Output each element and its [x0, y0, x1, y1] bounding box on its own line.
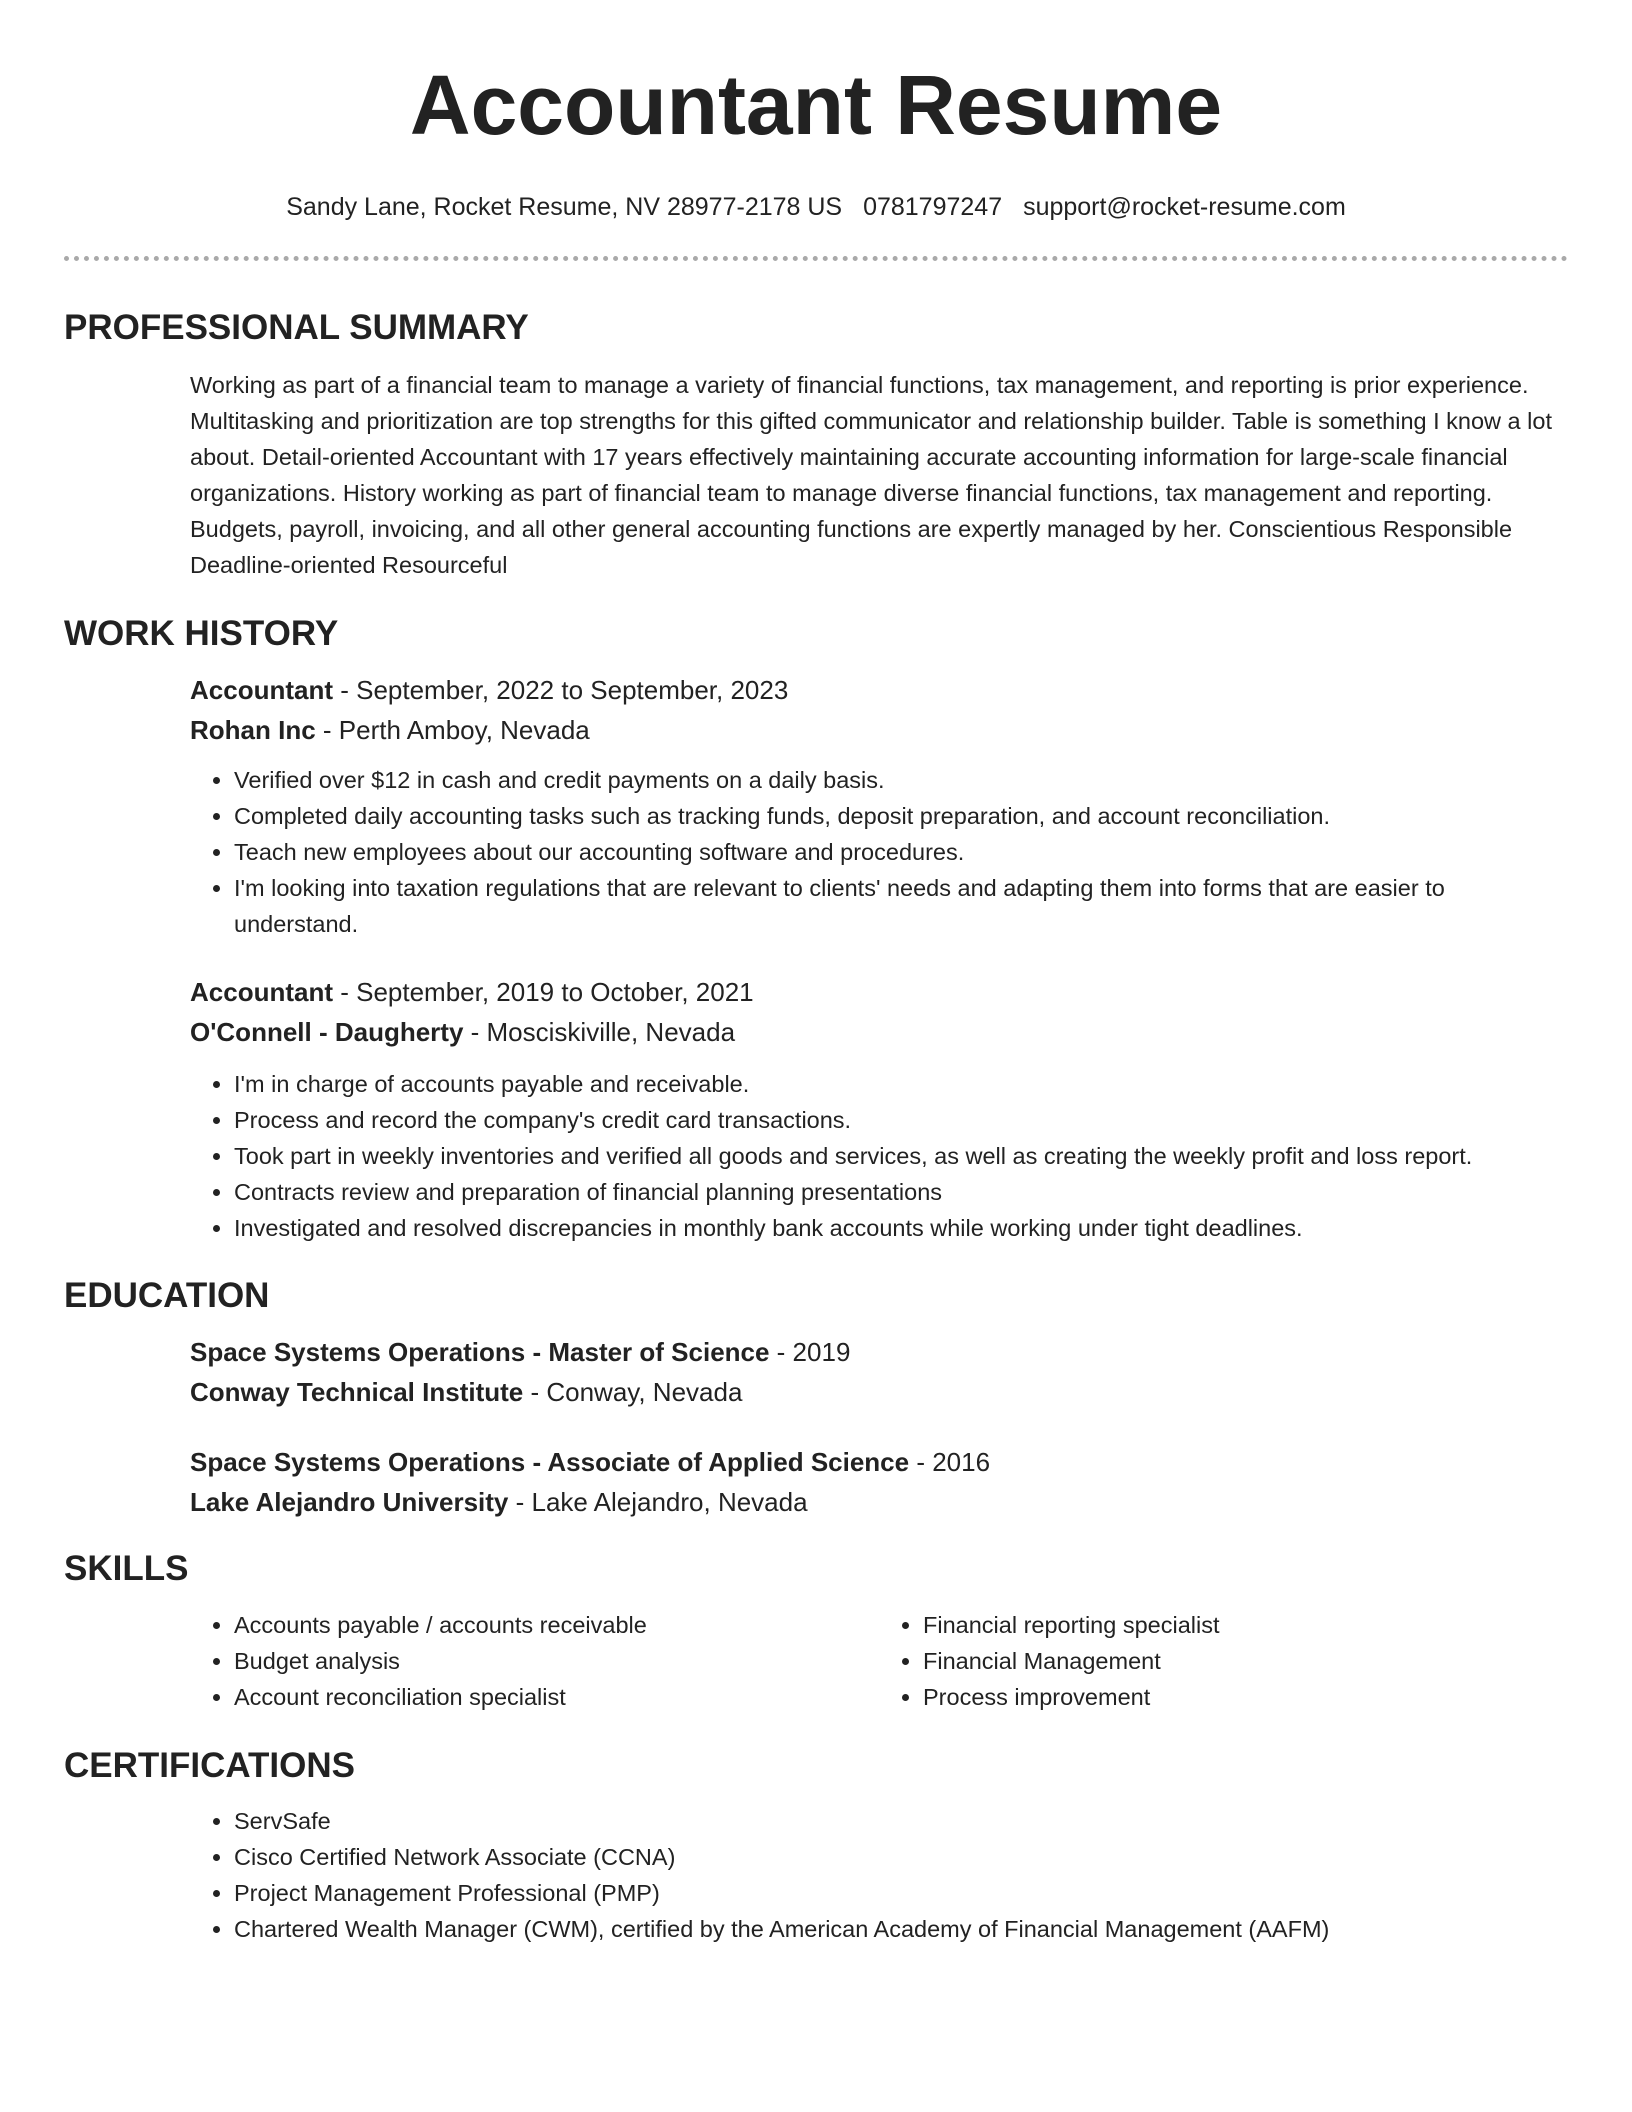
list-item: • Cisco Certified Network Associate (CCNA)	[234, 1839, 1568, 1875]
skills-section	[190, 1607, 1568, 1715]
list-item: • I'm looking into taxation regulations that are relevant to clients' needs and adapting them into forms that are easier to understand.	[234, 870, 1568, 942]
work-history-section	[190, 670, 1568, 1246]
education-school-line	[190, 1372, 1568, 1412]
job-title: Accountant	[190, 977, 333, 1007]
education-degree: Space Systems Operations - Master of Science	[190, 1337, 770, 1367]
skills-list-right	[879, 1607, 1568, 1715]
certifications-heading: CERTIFICATIONS	[64, 1746, 356, 1785]
education-degree: Space Systems Operations - Associate of Applied Science	[190, 1447, 910, 1477]
education-location: - Conway, Nevada	[523, 1377, 743, 1407]
education-entry	[190, 1442, 1568, 1522]
list-item: • Project Management Professional (PMP)	[234, 1875, 1568, 1911]
summary-heading: PROFESSIONAL SUMMARY	[64, 308, 529, 347]
job-entry	[190, 670, 1568, 942]
education-degree-line	[190, 1442, 1568, 1482]
list-item: • Financial reporting specialist	[923, 1607, 1568, 1643]
list-item: • Accounts payable / accounts receivable	[234, 1607, 879, 1643]
list-item: • Took part in weekly inventories and verified all goods and services, as well as creating the weekly profit and loss report.	[234, 1138, 1568, 1174]
job-bullet-list	[190, 762, 1568, 942]
contact-line	[64, 192, 1568, 222]
education-school-line	[190, 1482, 1568, 1522]
job-location: - Mosciskiville, Nevada	[463, 1017, 736, 1047]
list-item: • Financial Management	[923, 1643, 1568, 1679]
contact-email: support@rocket-resume.com	[1023, 193, 1346, 221]
summary-section	[190, 367, 1568, 583]
education-degree-line	[190, 1332, 1568, 1372]
job-company-line	[190, 710, 1568, 750]
list-item: • ServSafe	[234, 1803, 1568, 1839]
list-item: • Completed daily accounting tasks such as tracking funds, deposit preparation, and account reconciliation.	[234, 798, 1568, 834]
header-divider	[64, 256, 1568, 261]
list-item: • Process improvement	[923, 1679, 1568, 1715]
certifications-section	[190, 1803, 1568, 1947]
skills-list-left	[190, 1607, 879, 1715]
work-history-heading: WORK HISTORY	[64, 614, 339, 653]
contact-address: Sandy Lane, Rocket Resume, NV 28977-2178 US	[286, 193, 843, 221]
list-item: • Account reconciliation specialist	[234, 1679, 879, 1715]
skills-heading: SKILLS	[64, 1549, 189, 1588]
resume-page	[64, 0, 1568, 1947]
job-dates: - September, 2022 to September, 2023	[333, 675, 789, 705]
job-entry	[190, 972, 1568, 1246]
job-company: O'Connell - Daugherty	[190, 1017, 464, 1047]
job-title-line	[190, 972, 1568, 1012]
education-school: Lake Alejandro University	[190, 1487, 509, 1517]
list-item: • Contracts review and preparation of financial planning presentations	[234, 1174, 1568, 1210]
list-item: • Teach new employees about our accounting software and procedures.	[234, 834, 1568, 870]
education-entry	[190, 1332, 1568, 1412]
job-company-line	[190, 1012, 1568, 1052]
list-item: • Chartered Wealth Manager (CWM), certified by the American Academy of Financial Management (AAFM)	[234, 1911, 1568, 1947]
education-school: Conway Technical Institute	[190, 1377, 524, 1407]
education-year: - 2016	[909, 1447, 991, 1477]
job-dates: - September, 2019 to October, 2021	[333, 977, 754, 1007]
education-section	[190, 1332, 1568, 1522]
list-item: • Verified over $12 in cash and credit payments on a daily basis.	[234, 762, 1568, 798]
job-bullet-list	[190, 1066, 1568, 1246]
contact-phone: 0781797247	[863, 193, 1003, 221]
list-item: • I'm in charge of accounts payable and receivable.	[234, 1066, 1568, 1102]
list-item: • Process and record the company's credit card transactions.	[234, 1102, 1568, 1138]
job-location: - Perth Amboy, Nevada	[315, 715, 590, 745]
job-title: Accountant	[190, 675, 333, 705]
job-company: Rohan Inc	[190, 715, 316, 745]
education-year: - 2019	[769, 1337, 851, 1367]
list-item: • Investigated and resolved discrepancies in monthly bank accounts while working under tight deadlines.	[234, 1210, 1568, 1246]
resume-title: Accountant Resume	[409, 58, 1223, 152]
certifications-list	[190, 1803, 1568, 1947]
education-location: - Lake Alejandro, Nevada	[508, 1487, 808, 1517]
summary-text: Working as part of a financial team to manage a variety of financial functions, tax management, and reporting is prior experience. Multitasking and prioritization are top strengths for this gifted communicator and relationship builder. Table is something I know a lot about. Detail-oriented Accountant with 17 years effectively maintaining accurate accounting information for large-scale financial organizations. History working as part of financial team to manage diverse financial functions, tax management and reporting. Budgets, payroll, invoicing, and all other general accounting functions are expertly managed by her. Conscientious Responsible Deadline-oriented Resourceful	[190, 372, 1552, 578]
job-title-line	[190, 670, 1568, 710]
education-heading: EDUCATION	[64, 1276, 270, 1315]
list-item: • Budget analysis	[234, 1643, 879, 1679]
